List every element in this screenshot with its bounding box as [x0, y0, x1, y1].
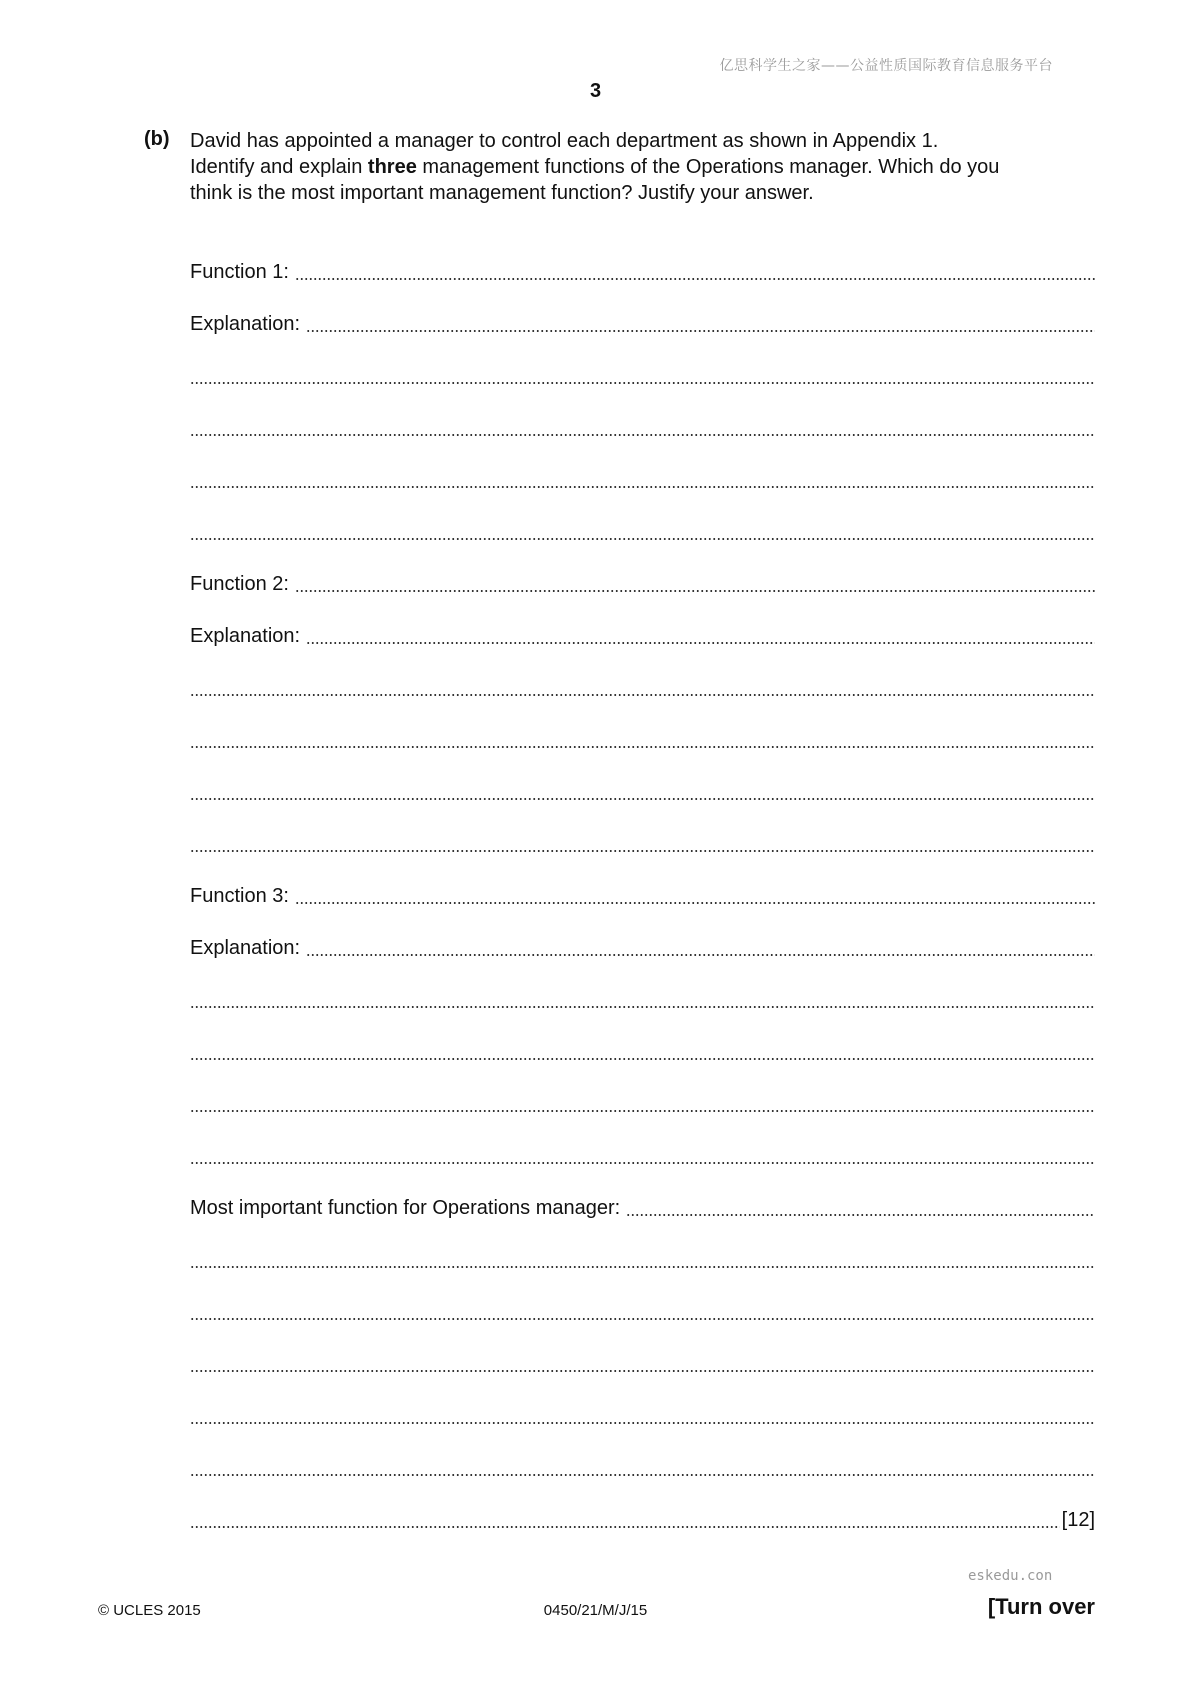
answer-line[interactable] — [190, 492, 1095, 544]
answer-line[interactable] — [190, 908, 1095, 960]
answer-line-label: Most important function for Operations manager: — [190, 1197, 621, 1219]
dotted-answer-space[interactable] — [306, 625, 1095, 645]
answer-area — [190, 232, 1095, 1532]
question-line-3: think is the most important management function? Justify your answer. — [190, 182, 814, 204]
question-line-1: David has appointed a manager to control each department as shown in Appendix 1. — [190, 130, 939, 152]
page-number: 3 — [589, 80, 602, 102]
question-emphasis: three — [367, 156, 417, 178]
dotted-answer-space[interactable] — [190, 1249, 1095, 1269]
answer-line-label: Explanation: — [190, 937, 301, 959]
watermark-bottom: eskedu.con — [968, 1568, 1053, 1584]
dotted-answer-space[interactable] — [190, 781, 1095, 801]
answer-line[interactable] — [190, 284, 1095, 336]
dotted-answer-space[interactable] — [295, 573, 1095, 593]
answer-line[interactable] — [190, 1480, 1095, 1532]
answer-line[interactable] — [190, 804, 1095, 856]
dotted-answer-space[interactable] — [295, 885, 1095, 905]
dotted-answer-space[interactable] — [190, 469, 1095, 489]
dotted-answer-space[interactable] — [190, 1041, 1095, 1061]
answer-line[interactable] — [190, 856, 1095, 908]
answer-line[interactable] — [190, 1220, 1095, 1272]
dotted-answer-space[interactable] — [190, 989, 1095, 1009]
dotted-answer-space[interactable] — [190, 1145, 1095, 1165]
dotted-answer-space[interactable] — [190, 1093, 1095, 1113]
answer-line-label: Explanation: — [190, 313, 301, 335]
dotted-answer-space[interactable] — [626, 1197, 1095, 1217]
answer-line[interactable] — [190, 1428, 1095, 1480]
dotted-answer-space[interactable] — [190, 677, 1095, 697]
answer-line[interactable] — [190, 1064, 1095, 1116]
answer-line[interactable] — [190, 1272, 1095, 1324]
answer-line-label: Function 1: — [190, 261, 289, 283]
answer-line-label: Explanation: — [190, 625, 301, 647]
dotted-answer-space[interactable] — [190, 833, 1095, 853]
answer-line[interactable] — [190, 336, 1095, 388]
answer-line[interactable] — [190, 544, 1095, 596]
dotted-answer-space[interactable] — [190, 1353, 1095, 1373]
answer-line[interactable] — [190, 388, 1095, 440]
dotted-answer-space[interactable] — [306, 937, 1095, 957]
dotted-answer-space[interactable] — [190, 417, 1095, 437]
question-line-2-end: management functions of the Operations manager. Which do you — [416, 156, 1000, 178]
answer-line[interactable] — [190, 1168, 1095, 1220]
dotted-answer-space[interactable] — [190, 1509, 1060, 1529]
answer-line-label: Function 3: — [190, 885, 289, 907]
dotted-answer-space[interactable] — [190, 729, 1095, 749]
dotted-answer-space[interactable] — [190, 1457, 1095, 1477]
turn-over: [Turn over — [987, 1594, 1095, 1619]
watermark-top: 亿思科学生之家——公益性质国际教育信息服务平台 — [719, 58, 1053, 74]
paper-code: 0450/21/M/J/15 — [543, 1602, 648, 1619]
copyright: © UCLES 2015 — [98, 1602, 201, 1619]
dotted-answer-space[interactable] — [190, 1405, 1095, 1425]
answer-line[interactable] — [190, 440, 1095, 492]
question-line-2-start: Identify and explain — [190, 156, 368, 178]
answer-line[interactable] — [190, 752, 1095, 804]
answer-line[interactable] — [190, 596, 1095, 648]
answer-line[interactable] — [190, 700, 1095, 752]
answer-line-label: Function 2: — [190, 573, 289, 595]
answer-line[interactable] — [190, 1324, 1095, 1376]
dotted-answer-space[interactable] — [190, 521, 1095, 541]
answer-line[interactable] — [190, 648, 1095, 700]
dotted-answer-space[interactable] — [190, 1301, 1095, 1321]
answer-line[interactable] — [190, 960, 1095, 1012]
question-line-2 — [190, 154, 1095, 180]
answer-line[interactable] — [190, 1376, 1095, 1428]
answer-line[interactable] — [190, 232, 1095, 284]
answer-line[interactable] — [190, 1012, 1095, 1064]
dotted-answer-space[interactable] — [190, 365, 1095, 385]
dotted-answer-space[interactable] — [306, 313, 1095, 333]
dotted-answer-space[interactable] — [295, 261, 1095, 281]
question-label: (b) — [144, 128, 170, 150]
marks-allocation: [12] — [1061, 1509, 1095, 1531]
answer-line[interactable] — [190, 1116, 1095, 1168]
question-text — [190, 128, 1095, 206]
